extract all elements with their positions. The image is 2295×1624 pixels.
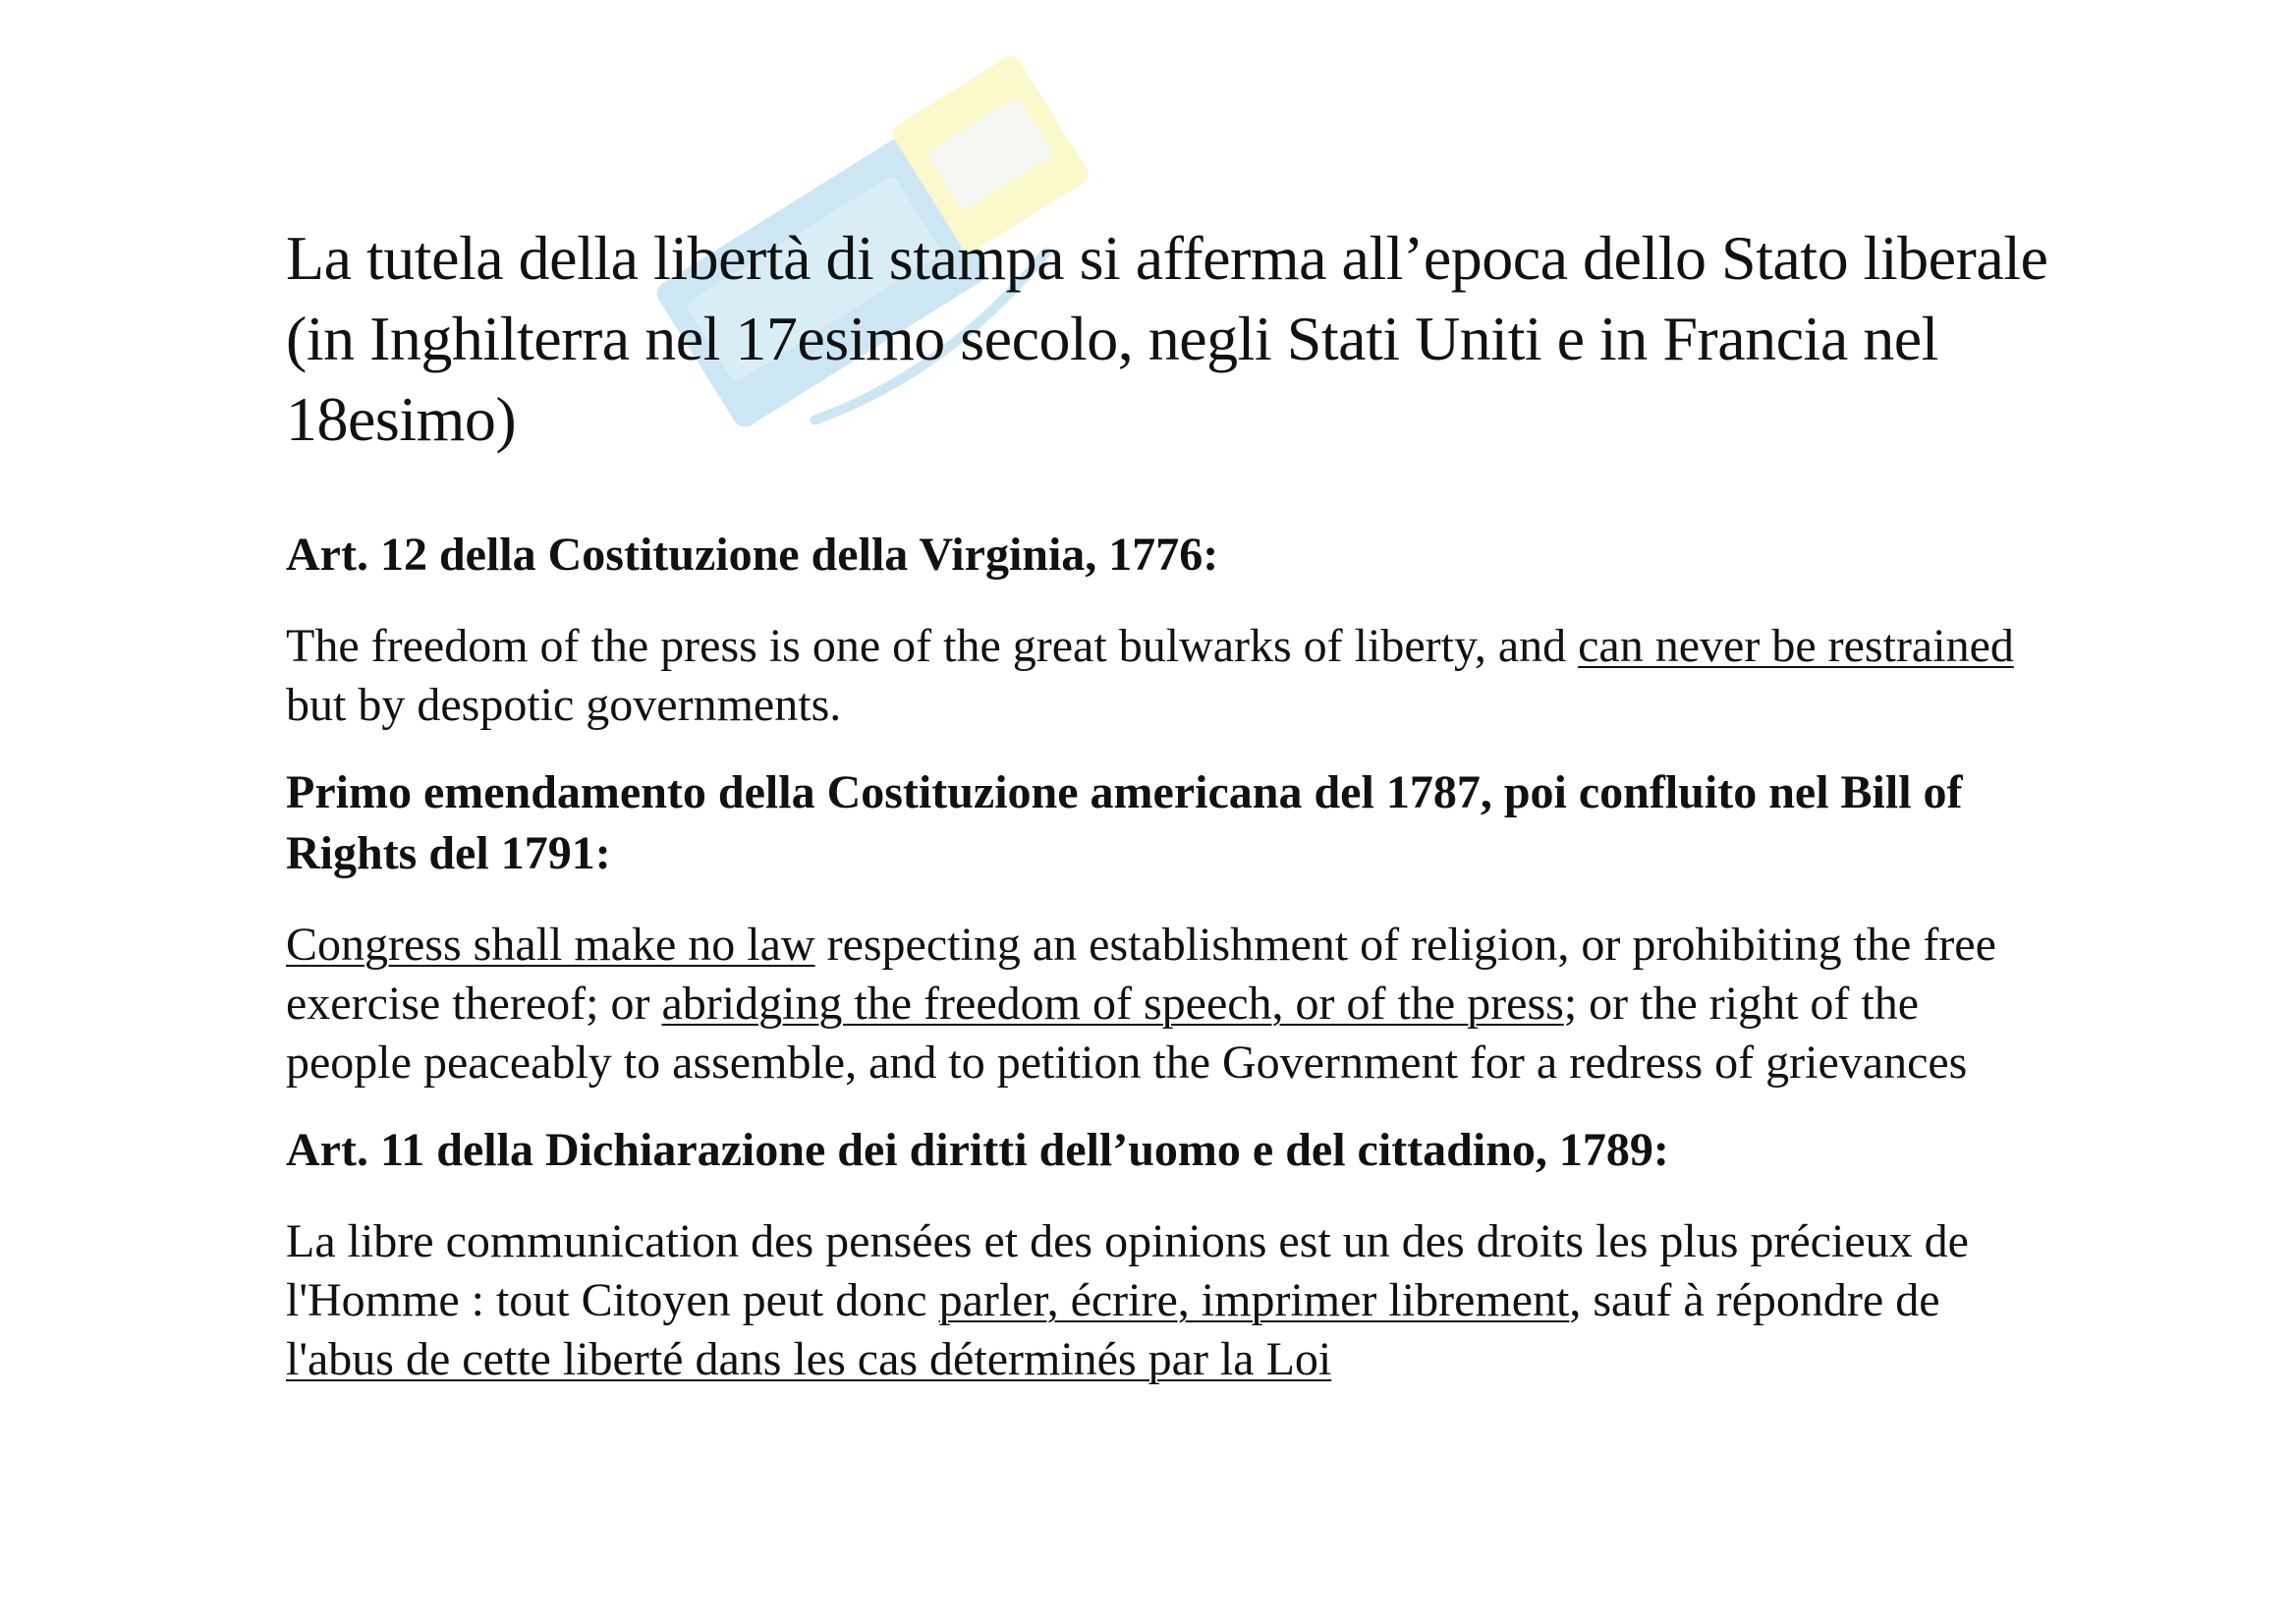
section-heading-first-amendment: Primo emendamento della Costituzione americana del 1787, poi confluito nel Bill of Rights del 1791: <box>286 766 1963 879</box>
quote-text: La libre communication des pensées et des opinions est un des droits les plus précieux de l'Homme : tout Citoyen peut donc <box>286 1215 1969 1326</box>
underlined-phrase: Congress shall make no law <box>286 919 815 971</box>
section-virginia <box>286 525 2054 735</box>
section-declaration <box>286 1120 2054 1389</box>
quote-text: respecting an establishment of religion, or prohibiting the free exercise thereof; or <box>286 919 1996 1030</box>
quote-first-amendment <box>286 916 2054 1092</box>
section-first-amendment <box>286 762 2054 1092</box>
underlined-phrase: abridging the freedom of speech, or of the press <box>661 978 1564 1030</box>
quote-text: The freedom of the press is one of the great bulwarks of liberty, and <box>286 620 1579 672</box>
quote-text: but by despotic governments. <box>286 679 842 731</box>
quote-virginia <box>286 617 2054 735</box>
quote-text: ; or the right of the people peaceably to assemble, and to petition the Government for a redress of grievances <box>286 978 1968 1089</box>
quote-text: , sauf à répondre de <box>1569 1274 1940 1326</box>
underlined-phrase: parler, écrire, imprimer librement <box>938 1274 1570 1326</box>
underlined-phrase: l'abus de cette liberté dans les cas déterminés par la Loi <box>286 1333 1332 1385</box>
page-title: La tutela della libertà di stampa si afferma all’epoca dello Stato liberale (in Inghilterra nel 17esimo secolo, negli Stati Uniti e in Francia nel 18esimo) <box>286 223 2048 454</box>
section-heading-virginia: Art. 12 della Costituzione della Virginia, 1776: <box>286 529 1219 581</box>
quote-declaration <box>286 1212 2054 1389</box>
section-heading-declaration: Art. 11 della Dichiarazione dei diritti dell’uomo e del cittadino, 1789: <box>286 1124 1669 1176</box>
document-page <box>286 218 2054 1417</box>
underlined-phrase: can never be restrained <box>1578 620 2014 672</box>
